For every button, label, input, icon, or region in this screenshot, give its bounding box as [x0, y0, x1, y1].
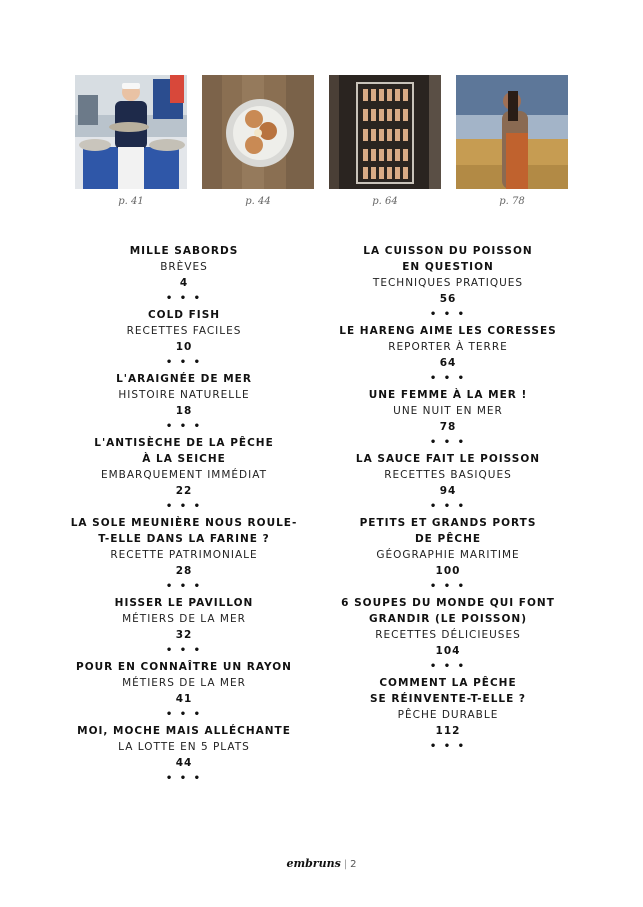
- toc-entry-page: 100: [435, 565, 461, 577]
- toc-entry[interactable]: [64, 515, 304, 595]
- footer-divider: |: [343, 859, 348, 870]
- toc-separator: • • •: [165, 773, 203, 784]
- toc-separator: • • •: [429, 501, 467, 512]
- toc-entry-title: COMMENT LA PÊCHE: [379, 677, 517, 689]
- toc-entry-section: GÉOGRAPHIE MARITIME: [376, 549, 520, 561]
- toc-entry-page: 32: [175, 629, 193, 641]
- photo-scallops-plate: [202, 75, 314, 189]
- toc-entry-section: HISTOIRE NATURELLE: [118, 389, 250, 401]
- toc-separator: • • •: [429, 661, 467, 672]
- toc-entry-section: PÊCHE DURABLE: [397, 709, 499, 721]
- toc-entry[interactable]: [64, 435, 304, 515]
- toc-separator: • • •: [165, 581, 203, 592]
- toc-separator: • • •: [429, 309, 467, 320]
- toc-entry[interactable]: [328, 595, 568, 675]
- photo-strip: [75, 75, 568, 189]
- toc-entry-page: 4: [179, 277, 189, 289]
- toc-entry-page: 44: [175, 757, 193, 769]
- toc-entry-title: COLD FISH: [147, 309, 221, 321]
- toc-entry-title: LA CUISSON DU POISSON: [363, 245, 533, 257]
- toc-entry-section: RECETTE PATRIMONIALE: [110, 549, 258, 561]
- toc-entry-title: DE PÊCHE: [414, 533, 482, 545]
- toc-entry-section: UNE NUIT EN MER: [393, 405, 503, 417]
- toc-entry-page: 18: [175, 405, 193, 417]
- toc-entry-title: L'ANTISÈCHE DE LA PÊCHE: [94, 437, 274, 449]
- toc-entry[interactable]: [328, 451, 568, 515]
- toc-entry[interactable]: [64, 723, 304, 787]
- toc-entry-page: 112: [435, 725, 461, 737]
- toc-entry-title: GRANDIR (LE POISSON): [369, 613, 527, 625]
- toc-separator: • • •: [165, 421, 203, 432]
- toc-entry[interactable]: [64, 659, 304, 723]
- toc-column-right: [328, 243, 568, 755]
- toc-entry-page: 28: [175, 565, 193, 577]
- photo-caption: p. 78: [499, 196, 525, 207]
- photo-caption: p. 41: [118, 196, 144, 207]
- toc-entry-title: UNE FEMME À LA MER !: [368, 389, 528, 401]
- toc-entry-title: T-ELLE DANS LA FARINE ?: [98, 533, 270, 545]
- toc-separator: • • •: [429, 373, 467, 384]
- photo-fishmonger: [75, 75, 187, 189]
- toc-entry-section: RECETTES DÉLICIEUSES: [375, 629, 521, 641]
- toc-entry-title: 6 SOUPES DU MONDE QUI FONT: [341, 597, 555, 609]
- photo-caption: p. 64: [372, 196, 398, 207]
- photo-fisherwoman: [456, 75, 568, 189]
- toc-separator: • • •: [165, 709, 203, 720]
- toc-entry-page: 22: [175, 485, 193, 497]
- photo-smoked-herring: [329, 75, 441, 189]
- toc-entry[interactable]: [328, 243, 568, 323]
- brand-name: embruns: [286, 857, 341, 870]
- toc-entry-section: EMBARQUEMENT IMMÉDIAT: [100, 469, 268, 481]
- toc-separator: • • •: [429, 741, 467, 752]
- toc-entry-title: MILLE SABORDS: [129, 245, 239, 257]
- toc-entry-title: L'ARAIGNÉE DE MER: [116, 373, 252, 385]
- toc-entry[interactable]: [64, 307, 304, 371]
- toc-entry[interactable]: [328, 387, 568, 451]
- toc-column-left: [64, 243, 304, 787]
- toc-separator: • • •: [165, 645, 203, 656]
- toc-entry-section: RECETTES FACILES: [126, 325, 242, 337]
- toc-entry-page: 94: [439, 485, 457, 497]
- toc-entry-title: LE HARENG AIME LES CORESSES: [339, 325, 557, 337]
- toc-separator: • • •: [165, 357, 203, 368]
- toc-separator: • • •: [429, 581, 467, 592]
- toc-entry-title: EN QUESTION: [402, 261, 494, 273]
- toc-separator: • • •: [429, 437, 467, 448]
- toc-entry-page: 78: [439, 421, 457, 433]
- photo-caption: p. 44: [245, 196, 271, 207]
- toc-entry-title: SE RÉINVENTE-T-ELLE ?: [369, 693, 527, 705]
- toc-entry-section: MÉTIERS DE LA MER: [122, 677, 246, 689]
- toc-entry-section: LA LOTTE EN 5 PLATS: [118, 741, 250, 753]
- toc-entry-section: REPORTER À TERRE: [388, 341, 508, 353]
- toc-separator: • • •: [165, 293, 203, 304]
- toc-entry-page: 104: [435, 645, 461, 657]
- toc-entry-page: 64: [439, 357, 457, 369]
- toc-entry[interactable]: [328, 323, 568, 387]
- toc-entry-page: 41: [175, 693, 193, 705]
- toc-entry[interactable]: [64, 595, 304, 659]
- toc-entry-title: LA SAUCE FAIT LE POISSON: [355, 453, 541, 465]
- toc-entry-section: MÉTIERS DE LA MER: [122, 613, 246, 625]
- page-footer: [0, 857, 643, 870]
- toc-entry-section: TECHNIQUES PRATIQUES: [372, 277, 524, 289]
- toc-entry-title: PETITS ET GRANDS PORTS: [359, 517, 537, 529]
- toc-entry[interactable]: [328, 515, 568, 595]
- toc-entry-title: LA SOLE MEUNIÈRE NOUS ROULE-: [70, 517, 298, 529]
- toc-entry-title: POUR EN CONNAÎTRE UN RAYON: [76, 661, 292, 673]
- toc-entry-section: BRÈVES: [160, 261, 208, 273]
- toc-entry-page: 56: [439, 293, 457, 305]
- toc-separator: • • •: [165, 501, 203, 512]
- toc-entry-title: À LA SEICHE: [142, 453, 226, 465]
- page-number: 2: [350, 859, 357, 870]
- toc-entry[interactable]: [64, 371, 304, 435]
- toc-entry-title: MOI, MOCHE MAIS ALLÉCHANTE: [77, 725, 291, 737]
- toc-entry[interactable]: [64, 243, 304, 307]
- toc-entry-title: HISSER LE PAVILLON: [114, 597, 254, 609]
- toc-entry-page: 10: [175, 341, 193, 353]
- toc-entry-section: RECETTES BASIQUES: [384, 469, 512, 481]
- toc-entry[interactable]: [328, 675, 568, 755]
